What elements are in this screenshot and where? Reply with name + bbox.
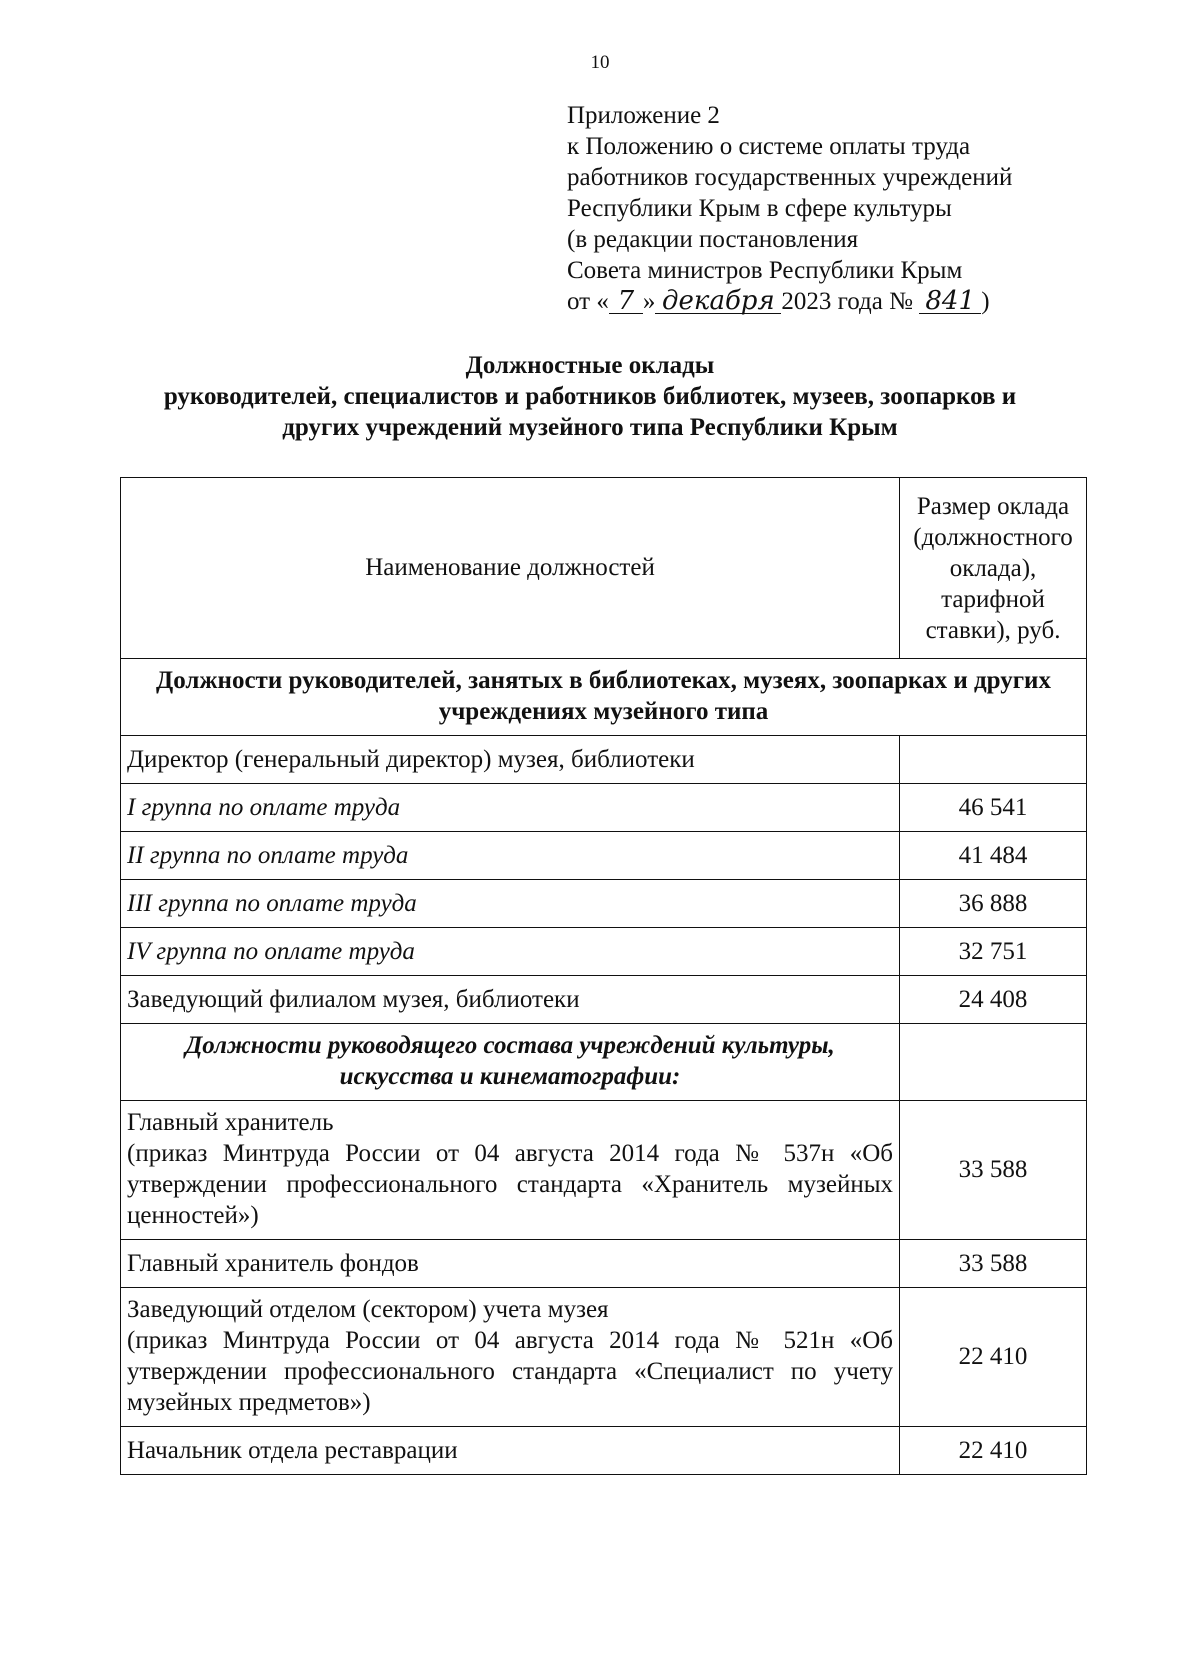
appendix-line: (в редакции постановления <box>567 226 859 253</box>
position-note: (приказ Минтруда России от 04 августа 2014 года № 537н «Об утверждении профессионального стандарта «Хранитель музейных ценностей») <box>127 1140 894 1229</box>
handwritten-number: 841 <box>919 289 981 314</box>
document-title <box>60 350 1120 443</box>
salary-value: 33 588 <box>900 1240 1087 1288</box>
salary-value: 41 484 <box>900 832 1087 880</box>
position-name <box>121 1101 900 1240</box>
appendix-line: Приложение 2 <box>567 102 720 129</box>
position-name: IV группа по оплате труда <box>121 928 900 976</box>
salary-table <box>120 477 1087 1475</box>
table-row <box>121 928 1087 976</box>
section-header-row <box>121 1024 1087 1101</box>
title-line: руководителей, специалистов и работников библиотек, музеев, зоопарков и <box>163 383 1017 410</box>
position-title: Главный хранитель <box>127 1109 334 1136</box>
table-row <box>121 736 1087 784</box>
appendix-date-line <box>567 286 1127 317</box>
salary-value: 22 410 <box>900 1288 1087 1427</box>
date-year: 2023 года № <box>781 288 913 315</box>
table-row <box>121 880 1087 928</box>
table-row <box>121 832 1087 880</box>
empty-cell <box>900 1024 1087 1101</box>
section-header-row <box>121 659 1087 736</box>
position-title: Заведующий отделом (сектором) учета музея <box>127 1296 609 1323</box>
date-prefix: от « <box>567 288 609 315</box>
header-salary-size: Размер оклада (должностного оклада), тарифной ставки), руб. <box>900 478 1087 659</box>
table-row <box>121 1288 1087 1427</box>
salary-value <box>900 736 1087 784</box>
date-mid: » <box>642 288 656 315</box>
position-name: Главный хранитель фондов <box>121 1240 900 1288</box>
position-name: I группа по оплате труда <box>121 784 900 832</box>
page-number: 10 <box>590 52 610 73</box>
header-position-name: Наименование должностей <box>121 478 900 659</box>
salary-value: 24 408 <box>900 976 1087 1024</box>
salary-value: 32 751 <box>900 928 1087 976</box>
table-row <box>121 976 1087 1024</box>
position-note: (приказ Минтруда России от 04 августа 2014 года № 521н «Об утверждении профессионального стандарта «Специалист по учету музейных предметов») <box>127 1327 894 1416</box>
section-title: Должности руководителей, занятых в библиотеках, музеях, зоопарках и других учреждениях музейного типа <box>121 659 1087 736</box>
title-line: Должностные оклады <box>465 352 715 379</box>
table-row <box>121 784 1087 832</box>
title-line: других учреждений музейного типа Республики Крым <box>282 414 898 441</box>
section-title: Должности руководящего состава учреждений культуры, искусства и кинематографии: <box>121 1024 900 1101</box>
salary-value: 36 888 <box>900 880 1087 928</box>
position-name: Директор (генеральный директор) музея, библиотеки <box>121 736 900 784</box>
salary-value: 46 541 <box>900 784 1087 832</box>
handwritten-month: декабря <box>655 289 781 314</box>
table-row <box>121 1101 1087 1240</box>
table-row <box>121 1240 1087 1288</box>
table-header-row <box>121 478 1087 659</box>
appendix-line: Республики Крым в сфере культуры <box>567 195 952 222</box>
handwritten-day: 7 <box>609 289 643 314</box>
table-row <box>121 1427 1087 1475</box>
appendix-block <box>567 100 1127 317</box>
appendix-line: Совета министров Республики Крым <box>567 257 963 284</box>
appendix-line: работников государственных учреждений <box>567 164 1013 191</box>
salary-value: 22 410 <box>900 1427 1087 1475</box>
position-name <box>121 1288 900 1427</box>
position-name: Начальник отдела реставрации <box>121 1427 900 1475</box>
date-close: ) <box>981 288 990 315</box>
position-name: II группа по оплате труда <box>121 832 900 880</box>
appendix-line: к Положению о системе оплаты труда <box>567 133 971 160</box>
salary-value: 33 588 <box>900 1101 1087 1240</box>
position-name: III группа по оплате труда <box>121 880 900 928</box>
position-name: Заведующий филиалом музея, библиотеки <box>121 976 900 1024</box>
